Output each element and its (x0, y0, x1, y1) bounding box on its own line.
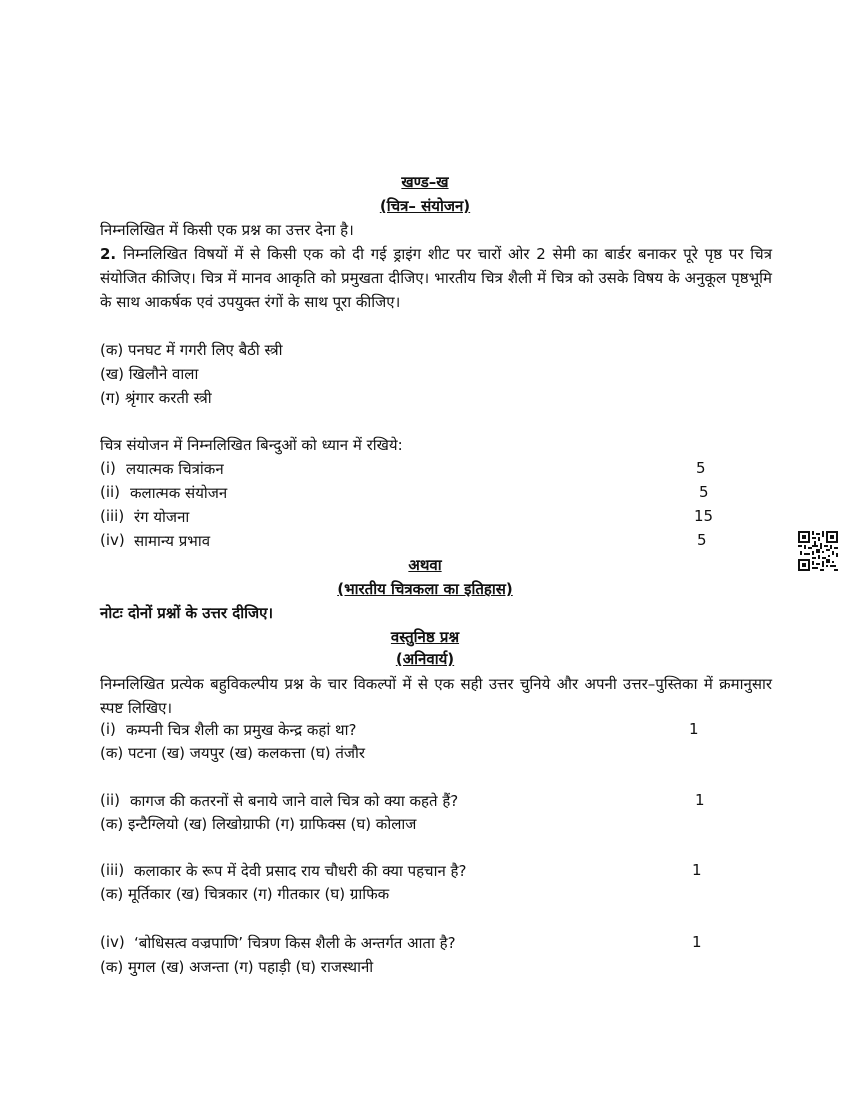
point-number: (iii) (100, 507, 125, 525)
section-subtitle: (चित्र– संयोजन) (379, 197, 471, 215)
point-label: सामान्य प्रभाव (134, 532, 211, 550)
option-item: (ख) खिलौने वाला (100, 365, 199, 383)
option-item: (ग) श्रृंगार करती स्त्री (100, 389, 212, 407)
point-marks: 5 (699, 483, 709, 501)
point-number: (ii) (100, 483, 121, 501)
question-number: (i) (100, 720, 116, 738)
option-item: (क) पनघट में गगरी लिए बैठी स्त्री (100, 341, 283, 359)
question-text: कागज की कतरनों से बनाये जाने वाले चित्र को क्या कहते हैं? (130, 792, 459, 810)
section-title: खण्ड–ख (401, 173, 449, 191)
question-text: ‘बोधिसत्व वज्रपाणि’ चित्रण किस शैली के अन्तर्गत आता है? (134, 934, 456, 952)
question-marks: 1 (692, 933, 702, 951)
question-marks: 1 (695, 791, 705, 809)
question-text: निम्नलिखित विषयों में से किसी एक को दी गई ड्राइंग शीट पर चारों ओर 2 सेमी का बार्डर बनाकर पूरे पृष्ठ पर चित्र संयोजित कीजिए। चित्र में मानव आकृति को प्रमुखता दीजिए। भारतीय चित्र शैली में चित्र को उसके विषय के अनुकूल पृष्ठभूमि के साथ आकर्षक एवं उपयुक्त रंगों के साथ पूरा कीजिए। (100, 245, 772, 311)
question-options: (क) मूर्तिकार (ख) चित्रकार (ग) गीतकार (घ) ग्राफिक (100, 885, 390, 903)
point-label: लयात्मक चित्रांकन (126, 460, 224, 478)
objective-subtitle: (अनिवार्य) (395, 650, 455, 668)
point-marks: 5 (696, 459, 706, 477)
history-title: (भारतीय चित्रकला का इतिहास) (337, 580, 513, 598)
point-marks: 5 (697, 531, 707, 549)
section-instruction: निम्नलिखित में किसी एक प्रश्न का उत्तर देना है। (100, 221, 354, 239)
question-number: (iii) (100, 861, 125, 879)
point-number: (i) (100, 459, 116, 477)
point-label: रंग योजना (134, 508, 190, 526)
or-label: अथवा (408, 556, 442, 574)
point-number: (iv) (100, 531, 125, 549)
point-marks: 15 (694, 507, 714, 525)
question-number: (iv) (100, 933, 125, 951)
question-text: कम्पनी चित्र शैली का प्रमुख केन्द्र कहां था? (126, 721, 357, 739)
question-options: (क) पटना (ख) जयपुर (ख) कलकत्ता (घ) तंजौर (100, 744, 366, 762)
question-text: कलाकार के रूप में देवी प्रसाद राय चौधरी की क्या पहचान है? (134, 862, 467, 880)
note: नोटः दोनों प्रश्नों के उत्तर दीजिए। (100, 604, 274, 622)
question-number: 2. (100, 245, 117, 263)
question-options: (क) इन्टैग्लियो (ख) लिखोग्राफी (ग) ग्राफिक्स (घ) कोलाज (100, 815, 417, 833)
question-marks: 1 (692, 861, 702, 879)
question-options: (क) मुगल (ख) अजन्ता (ग) पहाड़ी (घ) राजस्थानी (100, 958, 374, 976)
question-2 (100, 242, 772, 314)
objective-title: वस्तुनिष्ठ प्रश्न (390, 628, 460, 646)
points-intro: चित्र संयोजन में निम्नलिखित बिन्दुओं को ध्यान में रखिये: (100, 436, 403, 454)
question-number: (ii) (100, 791, 121, 809)
question-marks: 1 (689, 720, 699, 738)
point-label: कलात्मक संयोजन (130, 484, 228, 502)
objective-instruction: निम्नलिखित प्रत्येक बहुविकल्पीय प्रश्न के चार विकल्पों में से एक सही उत्तर चुनिये और अपनी उत्तर–पुस्तिका में क्रमानुसार स्पष्ट लिखिए। (100, 675, 772, 717)
